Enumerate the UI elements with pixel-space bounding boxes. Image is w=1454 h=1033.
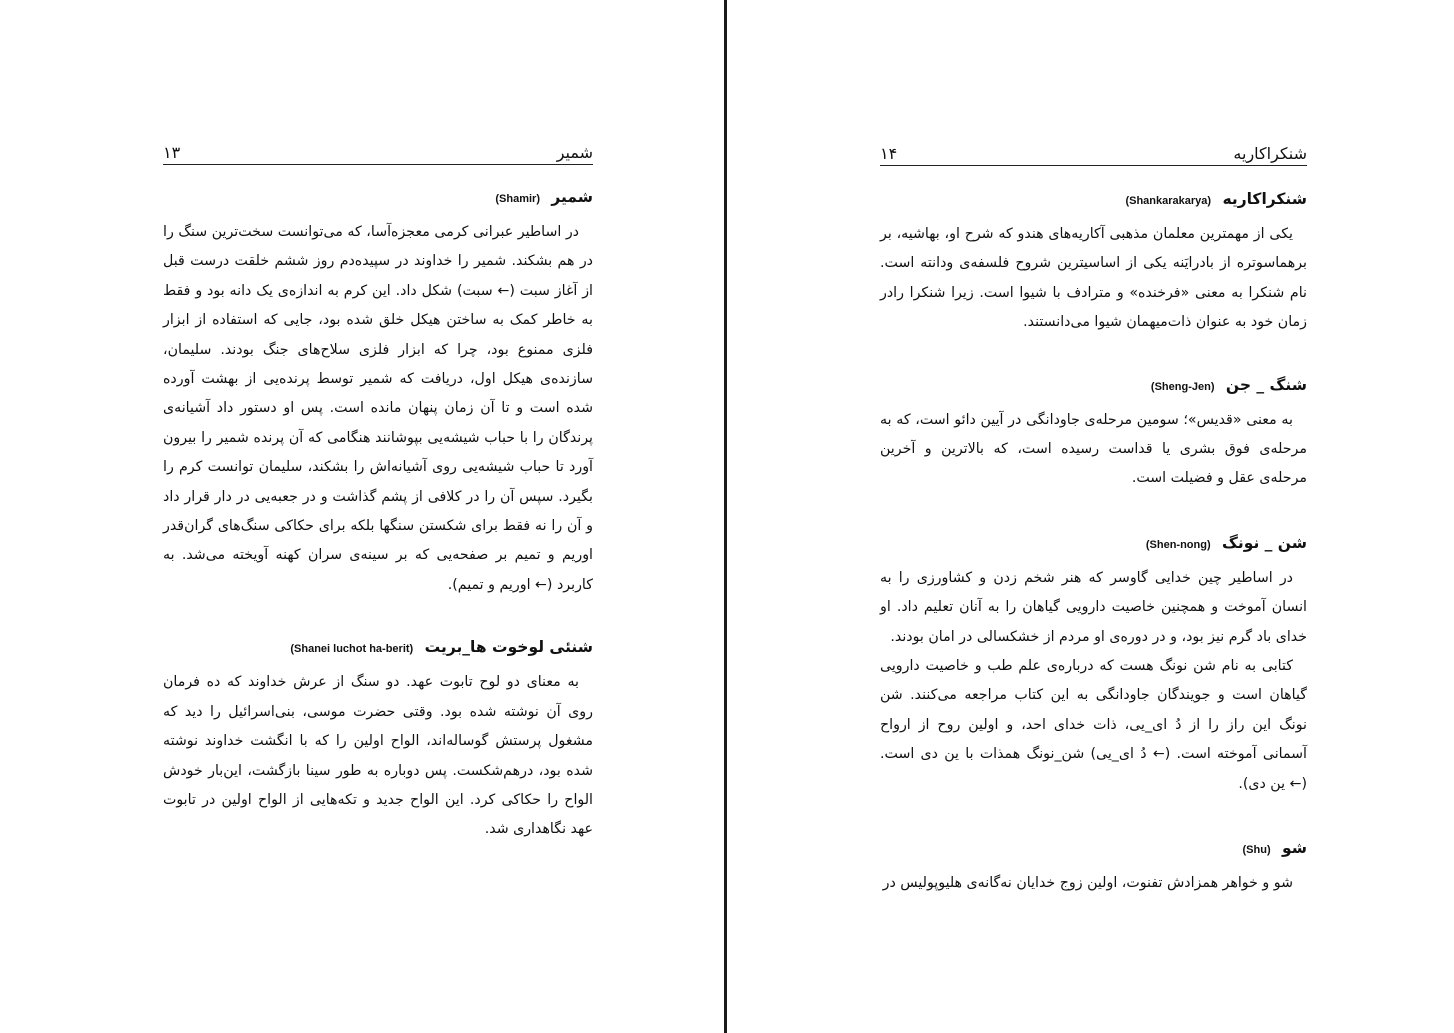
entry-paragraph: یکی از مهمترین معلمان مذهبی آکاریه‌های هندو که شرح او، بهاشیه، بر برهماسوتره از بادرایَنه یکی از اساسیترین شروح فلسفه‌ی ودانته است. نام شنکرا به معنی «فرخنده» و مترادف با شیوا است. زیرا شنکرا رادر زمان خود به عنوان ذات‌میهمان شیوا می‌دانستند. <box>880 226 1307 331</box>
entry-title-latin: (Shu) <box>1242 844 1271 857</box>
entry-title <box>163 184 593 212</box>
entry-title-persian: شو <box>1282 839 1307 858</box>
entry-shen-nong <box>880 530 1307 799</box>
entry-shanei-luchot <box>163 634 593 844</box>
entry-shamir <box>163 184 593 600</box>
entry-paragraph: کتابی به نام شن نونگ هست که درباره‌ی علم طب و خاصیت دارویی گیاهان است و جویندگان جاودانگی به این کتاب مراجعه می‌کنند. شن نونگ این راز را از دُ ای_یی، ذات خدای احد، و اولین روح از ارواح آسمانی آموخته است. (← دُ ای_یی) شن_نونگ همذات با ین دی است. (← ین دی). <box>880 658 1307 792</box>
left-page-number: ۱۳ <box>163 143 181 162</box>
right-page-number: ۱۴ <box>880 144 898 163</box>
left-header-title: شمیر <box>556 143 593 162</box>
entry-paragraph: به معنای دو لوح تابوت عهد. دو سنگ از عرش خداوند که ده فرمان روی آن نوشته شده بود. وقتی حضرت موسی، بنی‌اسرائیل را دید که مشغول پرستش گوساله‌اند، الواح اولین را که با انگشت خداوند نوشته شده بود، درهم‌شکست. پس دوباره به طور سینا بازگشت، این‌بار خودش الواح را حکاکی کرد. این الواح جدید و تکه‌هایی از الواح اولین در تابوت عهد نگاهداری شد. <box>163 674 593 838</box>
entry-title-persian: شنئی لوخوت ها_بریت <box>424 638 593 657</box>
entry-title-persian: شنکراکاریه <box>1222 190 1307 208</box>
left-page <box>0 0 724 1033</box>
entry-title-latin: (Shanei luchot ha-berit) <box>290 643 414 656</box>
entry-sheng-jen <box>880 372 1307 494</box>
entry-paragraph: در اساطیر عبرانی کرمی معجزه‌آسا، که می‌توانست سخت‌ترین سنگ را در هم بشکند. شمیر را خداوند در سپیده‌دم روز ششم خلقت درست قبل از آغاز سبت (← سبت) شکل داد. این کرم به اندازه‌ی یک دانه بود و فقط به خاطر کمک به ساختن هیکل خلق شده بود، جایی که استفاده از ابزار فلزی ممنوع بود، چرا که ابزار فلزی سلاح‌های جنگ بودند. سلیمان، سازنده‌ی هیکل اول، دریافت که شمیر توسط پرنده‌یی از بهشت آورده شده است و تا آن زمان پنهان مانده است. پس او دستور داد آشیانه‌ی پرندگان را با حباب شیشه‌یی بپوشانند هنگامی که آن پرنده شمیر را بیرون آورد تا حباب شیشه‌یی روی آشیانه‌اش را بشکند، سلیمان توانست کرم را بگیرد. سپس آن را در کلافی از پشم گذاشت و در جعبه‌یی در دار قرار داد و آن را نه فقط برای شکستن سنگها بلکه برای حکاکی سنگ‌های گران‌قدر اوریم و تمیم بر صفحه‌یی که بر سینه‌ی سران کهنه آویخته می‌شد. به کاربرد (← اوریم و تمیم). <box>163 224 593 593</box>
entry-title-latin: (Sheng-Jen) <box>1150 380 1215 393</box>
entry-paragraph: در اساطیر چین خدایی گاوسر که هنر شخم زدن و کشاورزی را به انسان آموخت و همچنین خاصیت دارویی گیاهان را به آنان تعلیم داد. او خدای باد گرم نیز بود، و در دوره‌ی او مردم از خشکسالی در امان بودند. <box>880 569 1307 645</box>
right-running-head <box>880 141 1307 166</box>
entry-paragraph: به معنی «قدیس»؛ سومین مرحله‌ی جاودانگی در آیین دائو است، که به مرحله‌ی فوق بشری یا قداست رسیده است، که بالاترین و آخرین مرحله‌ی عقل و فضیلت است. <box>880 411 1307 487</box>
entry-title <box>880 186 1307 214</box>
entry-shu <box>880 835 1307 898</box>
right-page <box>727 0 1454 1033</box>
right-header-title: شنکراکاریه <box>1233 144 1307 163</box>
entry-title-latin: (Shamir) <box>495 193 540 205</box>
entry-shankarakarya <box>880 186 1307 338</box>
entry-title-latin: (Shankarakarya) <box>1125 195 1212 207</box>
entry-title-latin: (Shen-nong) <box>1145 538 1211 551</box>
entry-title-persian: شنگ _ جن <box>1225 375 1307 394</box>
right-page-content <box>880 186 1307 899</box>
left-page-content <box>163 184 593 845</box>
entry-title <box>163 634 593 662</box>
entry-title-persian: شن _ نونگ <box>1222 533 1307 552</box>
entry-paragraph: شو و خواهر همزادش تفنوت، اولین زوج خدایان نه‌گانه‌ی هلیوپولیس در <box>882 875 1293 892</box>
entry-title <box>880 372 1307 400</box>
left-running-head <box>163 140 593 165</box>
entry-title <box>880 835 1307 863</box>
entry-title-persian: شمیر <box>551 188 593 206</box>
entry-title <box>880 530 1307 558</box>
